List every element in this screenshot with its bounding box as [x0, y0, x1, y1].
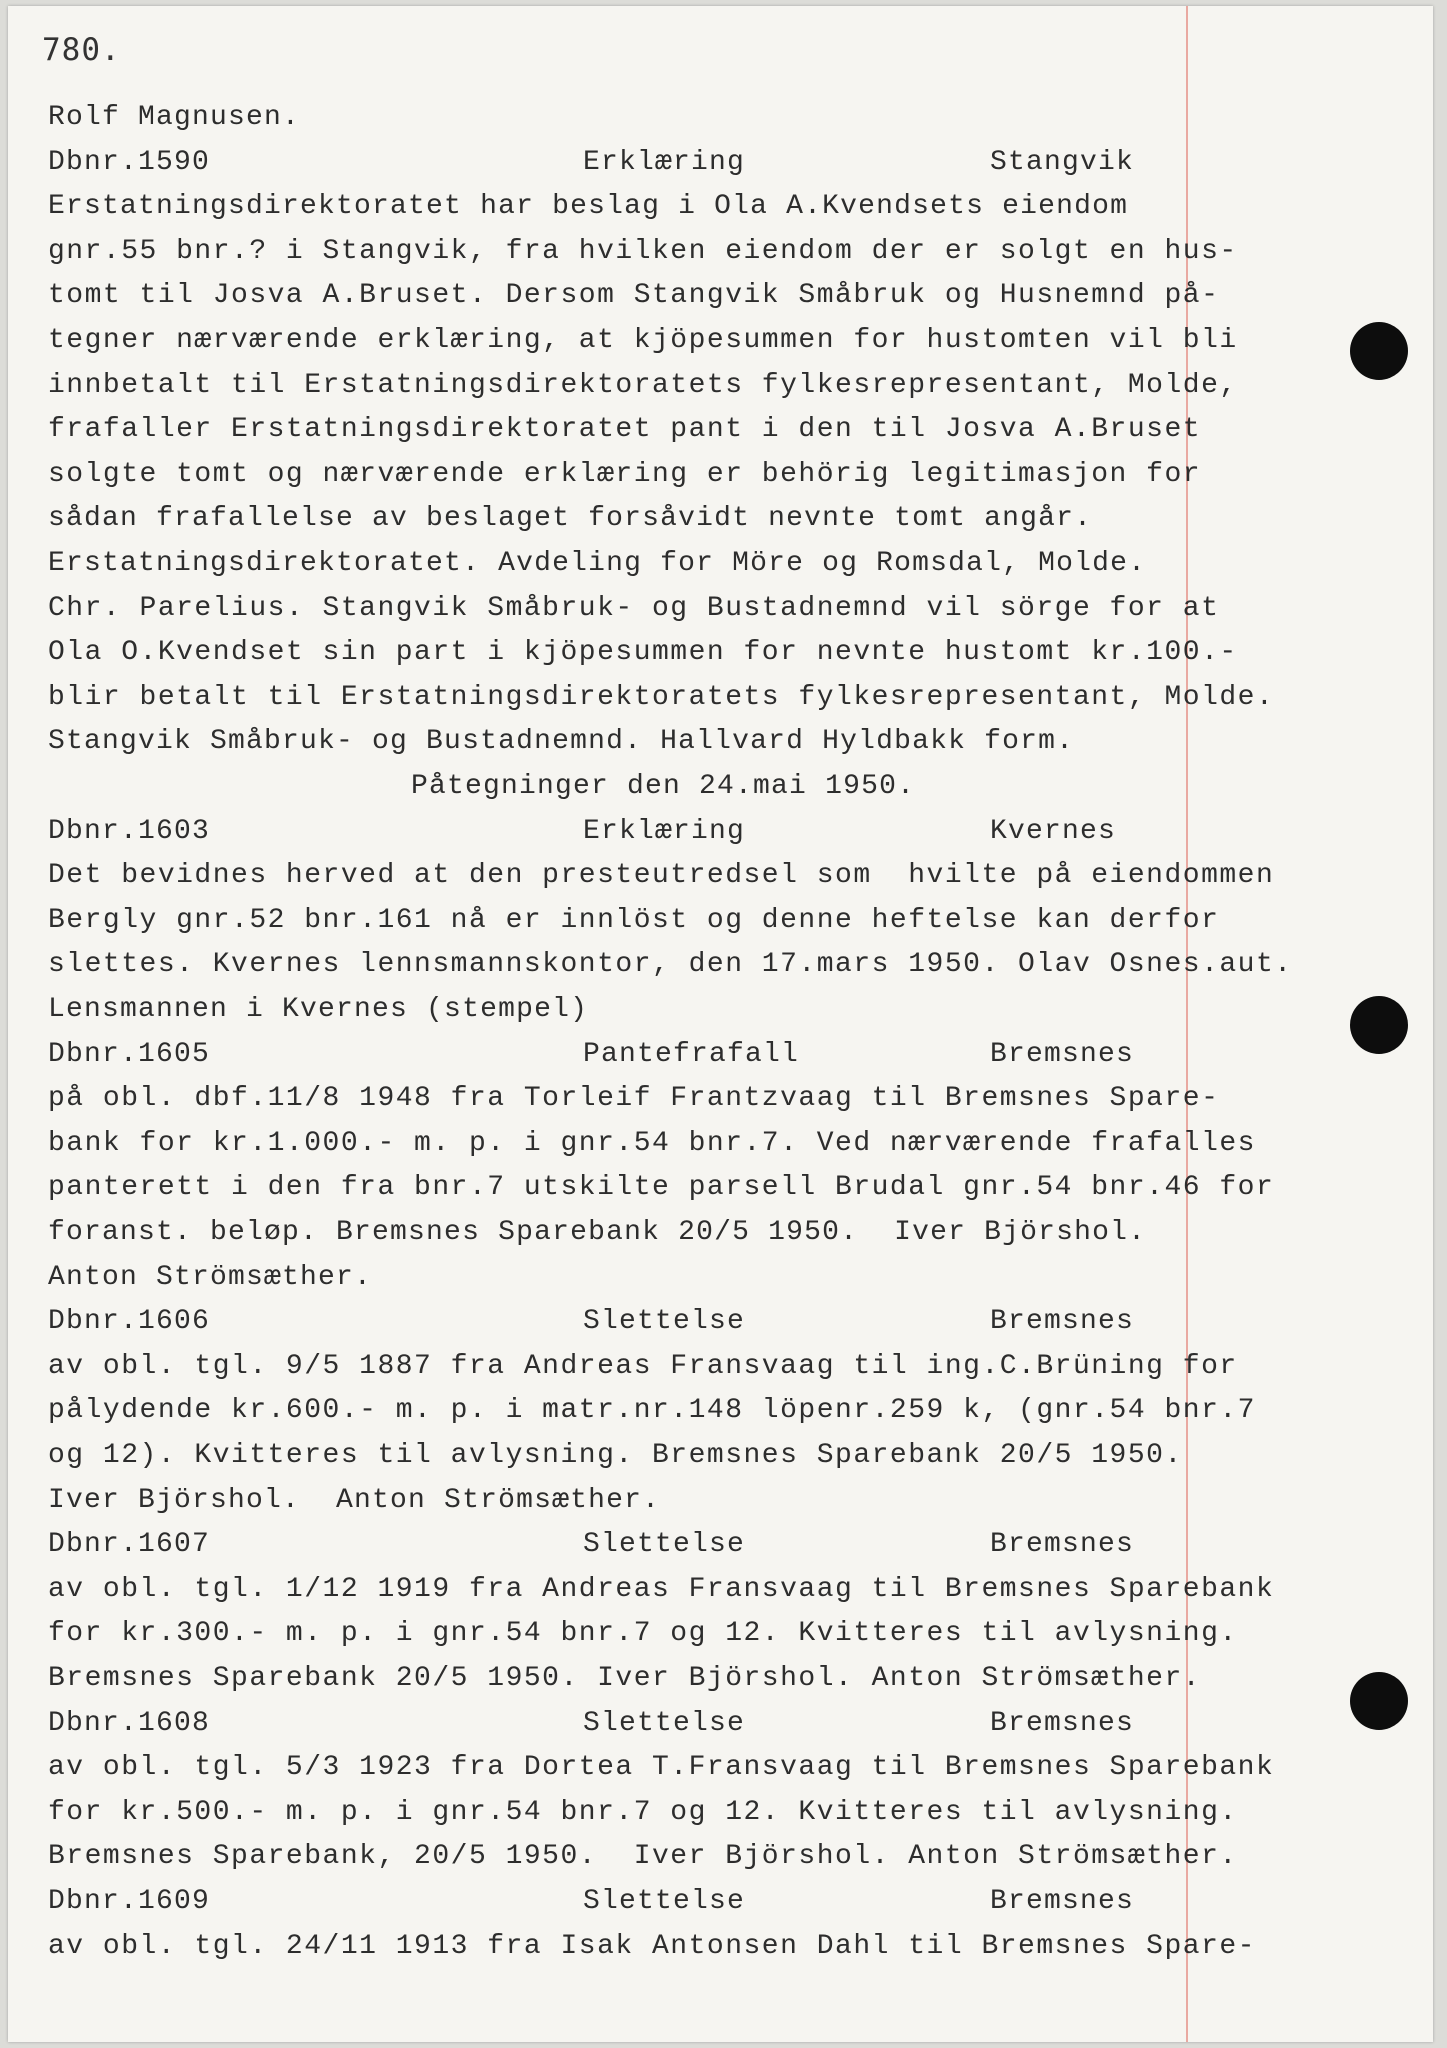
text-line: Anton Strömsæther. [48, 1261, 373, 1293]
text-line: Bremsnes Sparebank, 20/5 1950. Iver Björshol. Anton Strömsæther. [48, 1841, 1238, 1873]
entry-header [48, 1523, 1198, 1566]
text-line: Rolf Magnusen. [48, 102, 301, 133]
binder-hole [1350, 996, 1408, 1054]
text-line: pålydende kr.600.- m. p. i matr.nr.148 löpenr.259 k, (gnr.54 bnr.7 [48, 1395, 1256, 1427]
text-line: frafaller Erstatningsdirektoratet pant i den til Josva A.Bruset [48, 414, 1202, 446]
text-line: av obl. tgl. 1/12 1919 fra Andreas Fransvaag til Bremsnes Sparebank [48, 1573, 1275, 1605]
entry-type: Erklæring [583, 815, 746, 847]
document-number: Dbnr.1606 [48, 1306, 211, 1338]
text-line: bank for kr.1.000.- m. p. i gnr.54 bnr.7. Ved nærværende frafalles [48, 1127, 1256, 1159]
text-line: for kr.500.- m. p. i gnr.54 bnr.7 og 12. Kvitteres til avlysning. [48, 1796, 1238, 1828]
page-number: 780. [42, 32, 121, 68]
section-heading-text: Påtegninger den 24.mai 1950. [411, 771, 916, 802]
text-line: av obl. tgl. 9/5 1887 fra Andreas Fransvaag til ing.C.Brüning for [48, 1350, 1238, 1382]
entry-header [48, 1033, 1198, 1076]
text-line: innbetalt til Erstatningsdirektoratets fylkesrepresentant, Molde, [48, 369, 1238, 401]
binder-hole [1350, 1672, 1408, 1730]
document-number: Dbnr.1605 [48, 1038, 211, 1070]
text-line: Chr. Parelius. Stangvik Småbruk- og Bustadnemnd vil sörge for at [48, 592, 1220, 624]
entry-place: Bremsnes [990, 1306, 1135, 1338]
entry-header [48, 1702, 1198, 1745]
text-line: solgte tomt og nærværende erklæring er behörig legitimasjon for [48, 458, 1202, 490]
entry-place: Bremsnes [990, 1529, 1135, 1561]
text-line: og 12). Kvitteres til avlysning. Bremsnes Sparebank 20/5 1950. [48, 1440, 1183, 1471]
entry-header [48, 1880, 1198, 1923]
binder-hole [1350, 322, 1408, 380]
text-line: tomt til Josva A.Bruset. Dersom Stangvik Småbruk og Husnemnd på- [48, 280, 1220, 312]
text-line: av obl. tgl. 5/3 1923 fra Dortea T.Fransvaag til Bremsnes Sparebank [48, 1752, 1275, 1784]
text-line: slettes. Kvernes lennsmannskontor, den 17.mars 1950. Olav Osnes.aut. [48, 949, 1293, 981]
entry-place: Bremsnes [990, 1886, 1135, 1917]
entry-place: Kvernes [990, 815, 1117, 847]
entry-type: Slettelse [583, 1707, 746, 1739]
text-line: Erstatningsdirektoratet har beslag i Ola A.Kvendsets eiendom [48, 191, 1129, 223]
document-number: Dbnr.1590 [48, 146, 211, 178]
text-line: Bremsnes Sparebank 20/5 1950. Iver Björshol. Anton Strömsæther. [48, 1663, 1202, 1694]
text-line: Det bevidnes herved at den presteutredsel som hvilte på eiendommen [48, 860, 1275, 892]
text-line: av obl. tgl. 24/11 1913 fra Isak Antonsen Dahl til Bremsnes Spare- [48, 1930, 1256, 1962]
section-heading [48, 765, 1198, 808]
entry-type: Pantefrafall [583, 1038, 800, 1070]
document-number: Dbnr.1608 [48, 1707, 211, 1739]
document-number: Dbnr.1603 [48, 815, 211, 847]
text-line: Iver Björshol. Anton Strömsæther. [48, 1484, 661, 1516]
entry-type: Erklæring [583, 146, 746, 178]
text-line: Stangvik Småbruk- og Bustadnemnd. Hallvard Hyldbakk form. [48, 726, 1075, 758]
entry-place: Bremsnes [990, 1707, 1135, 1739]
text-line: for kr.300.- m. p. i gnr.54 bnr.7 og 12. Kvitteres til avlysning. [48, 1618, 1238, 1650]
text-line: panterett i den fra bnr.7 utskilte parsell Brudal gnr.54 bnr.46 for [48, 1172, 1275, 1204]
text-line: foranst. beløp. Bremsnes Sparebank 20/5 1950. Iver Björshol. [48, 1217, 1147, 1248]
entry-type: Slettelse [583, 1306, 746, 1338]
entry-place: Bremsnes [990, 1038, 1135, 1070]
text-line: gnr.55 bnr.? i Stangvik, fra hvilken eiendom der er solgt en hus- [48, 235, 1238, 267]
text-line: Lensmannen i Kvernes (stempel) [48, 994, 589, 1025]
document-number: Dbnr.1607 [48, 1529, 211, 1561]
entry-header [48, 810, 1198, 853]
text-line: tegner nærværende erklæring, at kjöpesummen for hustomten vil bli [48, 325, 1238, 356]
text-line: Ola O.Kvendset sin part i kjöpesummen for nevnte hustomt kr.100.- [48, 637, 1238, 669]
text-line: sådan frafallelse av beslaget forsåvidt nevnte tomt angår. [48, 503, 1093, 535]
ledger-page [8, 6, 1433, 2042]
entry-header [48, 1300, 1198, 1343]
entry-type: Slettelse [583, 1886, 746, 1917]
text-line: blir betalt til Erstatningsdirektoratets fylkesrepresentant, Molde. [48, 681, 1275, 713]
entry-type: Slettelse [583, 1529, 746, 1561]
text-line: på obl. dbf.11/8 1948 fra Torleif Frantzvaag til Bremsnes Spare- [48, 1083, 1220, 1115]
document-number: Dbnr.1609 [48, 1886, 211, 1917]
text-line: Bergly gnr.52 bnr.161 nå er innlöst og denne heftelse kan derfor [48, 904, 1220, 936]
entry-place: Stangvik [990, 146, 1135, 178]
text-line: Erstatningsdirektoratet. Avdeling for Möre og Romsdal, Molde. [48, 548, 1147, 579]
entry-header [48, 141, 1198, 184]
